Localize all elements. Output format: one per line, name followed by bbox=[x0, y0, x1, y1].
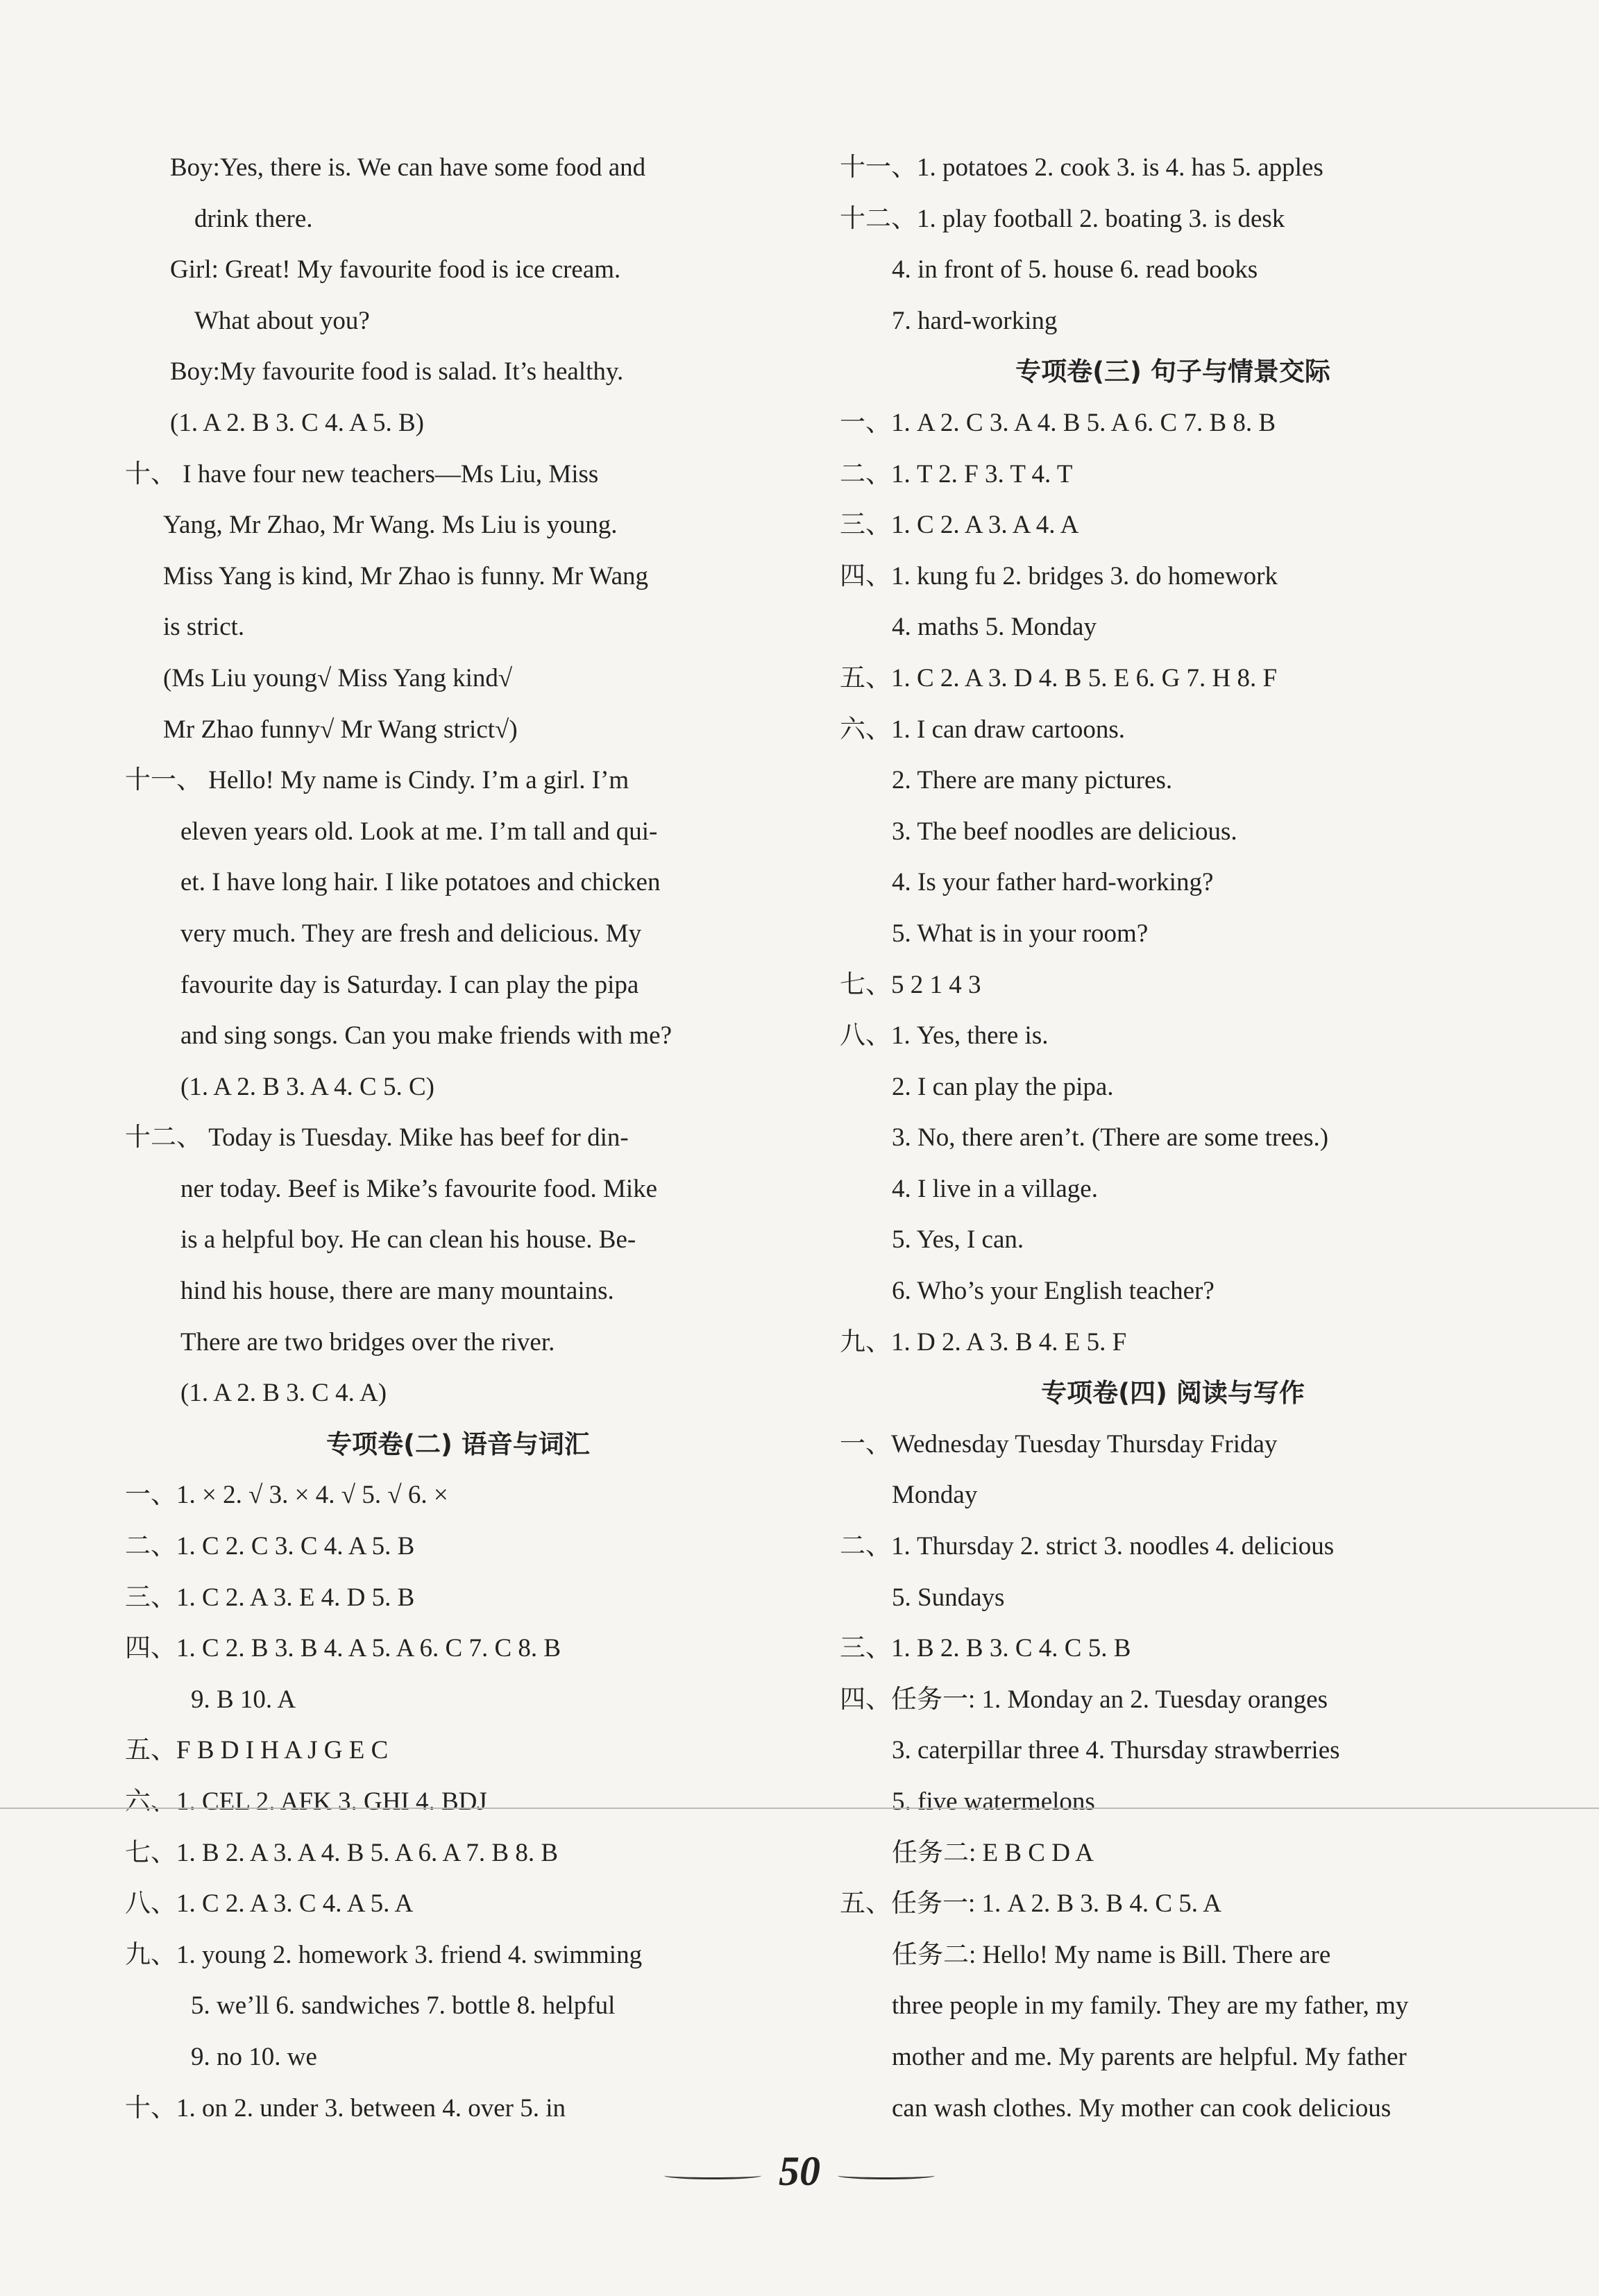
section-heading: 专项卷(二) 语音与词汇 bbox=[326, 1429, 590, 1459]
answer-line: 任务二: E B C D A bbox=[892, 1838, 1094, 1867]
answer-line: (1. A 2. B 3. C 4. A 5. B) bbox=[170, 408, 424, 437]
answer-line: 二、1. C 2. C 3. C 4. A 5. B bbox=[125, 1532, 415, 1561]
answer-line: 六、1. CEL 2. AFK 3. GHI 4. BDJ bbox=[125, 1787, 487, 1816]
answer-line: 4. Is your father hard-working? bbox=[892, 868, 1214, 897]
section-heading: 专项卷(三) 句子与情景交际 bbox=[1015, 357, 1330, 387]
answer-line: 三、1. C 2. A 3. A 4. A bbox=[840, 511, 1079, 540]
answer-line: is strict. bbox=[163, 613, 245, 642]
answer-line: Yang, Mr Zhao, Mr Wang. Ms Liu is young. bbox=[163, 511, 618, 540]
answer-line: mother and me. My parents are helpful. My father bbox=[892, 2042, 1407, 2071]
answer-line: 八、1. C 2. A 3. C 4. A 5. A bbox=[125, 1889, 414, 1919]
answer-line: 三、1. B 2. B 3. C 4. C 5. B bbox=[840, 1634, 1131, 1663]
answer-line: Monday bbox=[892, 1481, 978, 1510]
answer-line: 九、1. young 2. homework 3. friend 4. swimming bbox=[125, 1940, 643, 1969]
ornament-left bbox=[664, 2172, 761, 2179]
answer-line: three people in my family. They are my father, my bbox=[892, 1991, 1409, 2021]
answer-line: favourite day is Saturday. I can play the pipa bbox=[180, 970, 639, 999]
answer-line: 5. Sundays bbox=[892, 1583, 1005, 1612]
answer-line: (1. A 2. B 3. A 4. C 5. C) bbox=[180, 1072, 434, 1101]
answer-line: Boy:My favourite food is salad. It’s healthy. bbox=[170, 357, 624, 386]
answer-line: 六、1. I can draw cartoons. bbox=[840, 715, 1125, 744]
answer-line: 十二、1. play football 2. boating 3. is desk bbox=[840, 204, 1285, 233]
answer-line: What about you? bbox=[194, 306, 370, 335]
page-number-footer bbox=[0, 2148, 1599, 2195]
answer-line: eleven years old. Look at me. I’m tall and qui- bbox=[180, 817, 658, 846]
answer-line: 四、任务一: 1. Monday an 2. Tuesday oranges bbox=[840, 1685, 1328, 1714]
answer-line: hind his house, there are many mountains. bbox=[180, 1277, 614, 1306]
ornament-right bbox=[838, 2172, 935, 2179]
answer-line: ner today. Beef is Mike’s favourite food. Mike bbox=[180, 1174, 658, 1203]
answer-line: Mr Zhao funny√ Mr Wang strict√) bbox=[163, 715, 518, 744]
answer-line: 八、1. Yes, there is. bbox=[840, 1021, 1049, 1051]
answer-line: 十、 I have four new teachers—Ms Liu, Miss bbox=[125, 459, 599, 488]
answer-line: 一、1. × 2. √ 3. × 4. √ 5. √ 6. × bbox=[125, 1481, 448, 1510]
answer-line: 十二、 Today is Tuesday. Mike has beef for din- bbox=[125, 1123, 629, 1153]
answer-line: Miss Yang is kind, Mr Zhao is funny. Mr Wang bbox=[163, 561, 649, 590]
answer-line: 五、任务一: 1. A 2. B 3. B 4. C 5. A bbox=[840, 1889, 1221, 1919]
answer-line: drink there. bbox=[194, 204, 313, 233]
answer-line: 5. What is in your room? bbox=[892, 919, 1149, 948]
answer-line: There are two bridges over the river. bbox=[180, 1327, 555, 1357]
answer-line: 4. in front of 5. house 6. read books bbox=[892, 255, 1258, 284]
answer-line: very much. They are fresh and delicious. My bbox=[180, 919, 642, 948]
answer-line: 十一、1. potatoes 2. cook 3. is 4. has 5. apples bbox=[840, 153, 1323, 182]
answer-line: 3. caterpillar three 4. Thursday strawberries bbox=[892, 1736, 1340, 1765]
answer-line: 4. maths 5. Monday bbox=[892, 613, 1097, 642]
answer-line: Girl: Great! My favourite food is ice cream. bbox=[170, 255, 621, 284]
answer-line: 七、5 2 1 4 3 bbox=[840, 970, 981, 999]
answer-line: 6. Who’s your English teacher? bbox=[892, 1277, 1215, 1306]
answer-line: 5. Yes, I can. bbox=[892, 1225, 1024, 1255]
answer-line: (1. A 2. B 3. C 4. A) bbox=[180, 1379, 387, 1408]
section-heading: 专项卷(四) 阅读与写作 bbox=[1041, 1378, 1305, 1409]
answer-line: 二、1. T 2. F 3. T 4. T bbox=[840, 459, 1073, 488]
answer-line: 9. no 10. we bbox=[191, 2042, 317, 2071]
answer-line: 3. No, there aren’t. (There are some trees.) bbox=[892, 1123, 1329, 1153]
left-column bbox=[125, 142, 791, 2134]
answer-line: 五、F B D I H A J G E C bbox=[125, 1736, 389, 1765]
answer-line: can wash clothes. My mother can cook delicious bbox=[892, 2093, 1391, 2123]
answer-line: (Ms Liu young√ Miss Yang kind√ bbox=[163, 663, 513, 692]
page-number: 50 bbox=[779, 2148, 820, 2194]
answer-line: 3. The beef noodles are delicious. bbox=[892, 817, 1237, 846]
answer-line: is a helpful boy. He can clean his house. Be- bbox=[180, 1225, 636, 1255]
answer-line: 一、Wednesday Tuesday Thursday Friday bbox=[840, 1429, 1278, 1459]
answer-line: 四、1. kung fu 2. bridges 3. do homework bbox=[840, 561, 1278, 590]
answer-line: Boy:Yes, there is. We can have some food and bbox=[170, 153, 646, 182]
answer-line: and sing songs. Can you make friends with me? bbox=[180, 1021, 672, 1051]
answer-line: 2. There are many pictures. bbox=[892, 766, 1173, 795]
answer-line: 4. I live in a village. bbox=[892, 1174, 1098, 1203]
answer-line: 九、1. D 2. A 3. B 4. E 5. F bbox=[840, 1327, 1127, 1357]
answer-line: et. I have long hair. I like potatoes and chicken bbox=[180, 868, 661, 897]
answer-line: 十一、 Hello! My name is Cindy. I’m a girl. I’m bbox=[125, 766, 629, 795]
answer-line: 十、1. on 2. under 3. between 4. over 5. in bbox=[125, 2093, 566, 2123]
answer-line: 2. I can play the pipa. bbox=[892, 1072, 1114, 1101]
answer-line: 5. we’ll 6. sandwiches 7. bottle 8. helpful bbox=[191, 1991, 616, 2021]
answer-line: 五、1. C 2. A 3. D 4. B 5. E 6. G 7. H 8. F bbox=[840, 663, 1278, 692]
answer-line: 二、1. Thursday 2. strict 3. noodles 4. delicious bbox=[840, 1532, 1335, 1561]
answer-line: 四、1. C 2. B 3. B 4. A 5. A 6. C 7. C 8. B bbox=[125, 1634, 561, 1663]
right-column bbox=[840, 142, 1506, 2134]
page-fold-line bbox=[0, 1808, 1599, 1809]
answer-line: 9. B 10. A bbox=[191, 1685, 296, 1714]
answer-line: 任务二: Hello! My name is Bill. There are bbox=[892, 1940, 1331, 1969]
answer-line: 5. five watermelons bbox=[892, 1787, 1095, 1816]
answer-line: 三、1. C 2. A 3. E 4. D 5. B bbox=[125, 1583, 415, 1612]
answer-line: 一、1. A 2. C 3. A 4. B 5. A 6. C 7. B 8. B bbox=[840, 408, 1276, 437]
answer-line: 7. hard-working bbox=[892, 306, 1058, 335]
answer-line: 七、1. B 2. A 3. A 4. B 5. A 6. A 7. B 8. B bbox=[125, 1838, 559, 1867]
